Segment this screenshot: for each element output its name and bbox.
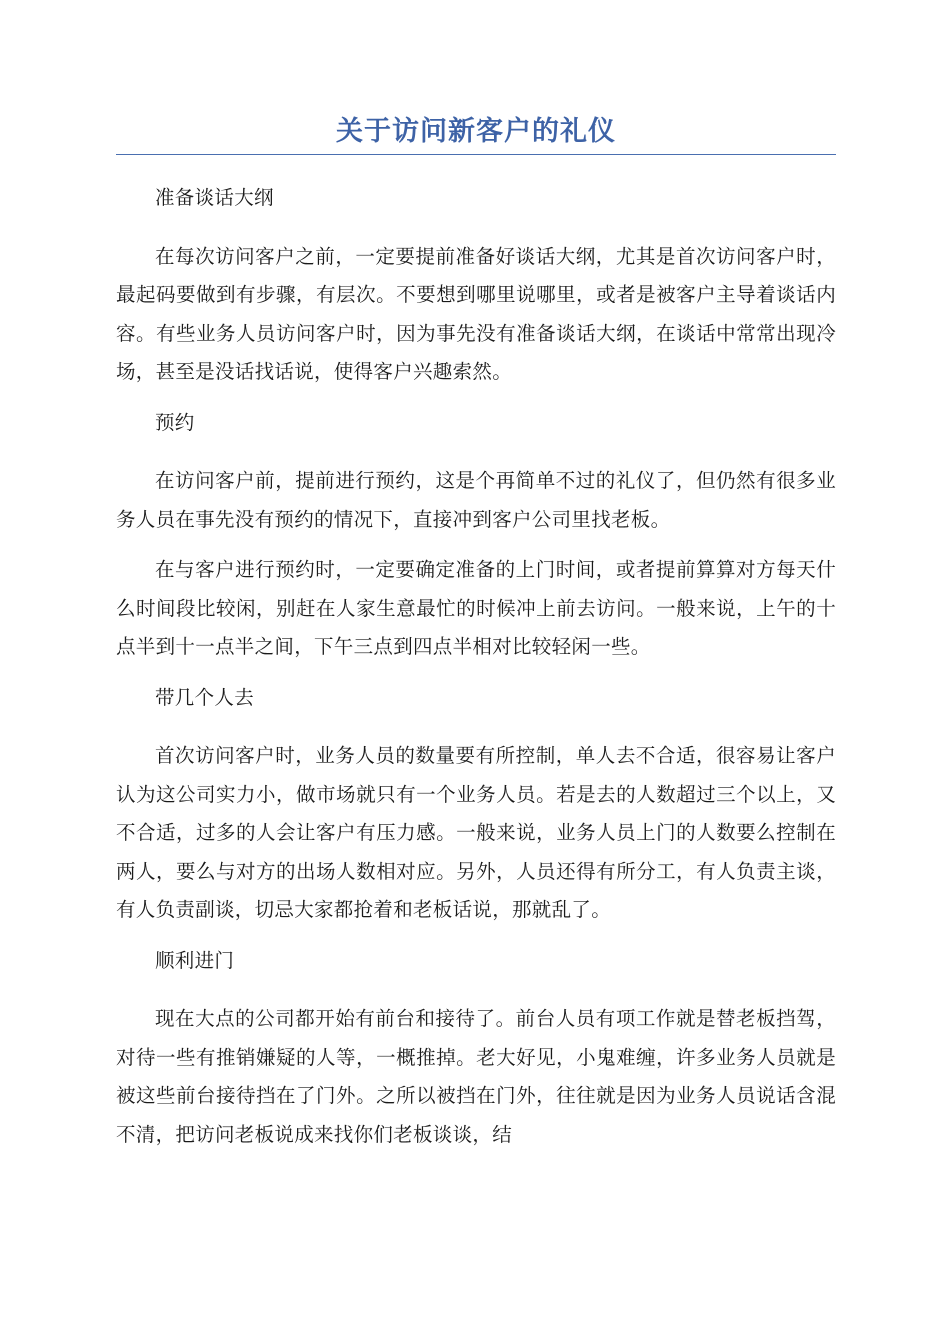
body-paragraph: 在每次访问客户之前，一定要提前准备好谈话大纲，尤其是首次访问客户时，最起码要做到有步骤，有层次。不要想到哪里说哪里，或者是被客户主导着谈话内容。有些业务人员访问客户时，因为事先没有准备谈话大纲，在谈话中常常出现冷场，甚至是没话找话说，使得客户兴趣索然。 — [116, 244, 836, 383]
body-paragraph: 首次访问客户时，业务人员的数量要有所控制，单人去不合适，很容易让客户认为这公司实力小，做市场就只有一个业务人员。若是去的人数超过三个以上，又不合适，过多的人会让客户有压力感。一般来说，业务人员上门的人数要么控制在两人，要么与对方的出场人数相对应。另外，人员还得有所分工，有人负责主谈，有人负责副谈，切忌大家都抢着和老板话说，那就乱了。 — [116, 744, 836, 921]
document-page — [116, 112, 836, 1166]
body-paragraph: 在与客户进行预约时，一定要确定准备的上门时间，或者提前算算对方每天什么时间段比较闲，别赶在人家生意最忙的时候冲上前去访问。一般来说，上午的十点半到十一点半之间，下午三点到四点半相对比较轻闲一些。 — [116, 558, 836, 658]
section-heading: 带几个人去 — [155, 685, 255, 709]
title-underline — [116, 154, 836, 155]
body-paragraph: 在访问客户前，提前进行预约，这是个再简单不过的礼仪了，但仍然有很多业务人员在事先没有预约的情况下，直接冲到客户公司里找老板。 — [116, 469, 836, 531]
document-body — [116, 179, 836, 1154]
section-heading: 准备谈话大纲 — [155, 186, 274, 209]
body-paragraph: 现在大点的公司都开始有前台和接待了。前台人员有项工作就是替老板挡驾，对待一些有推销嫌疑的人等，一概推掉。老大好见，小鬼难缠，许多业务人员就是被这些前台接待挡在了门外。之所以被挡在门外，往往就是因为业务人员说话含混不清，把访问老板说成来找你们老板谈谈，结 — [116, 1007, 836, 1146]
document-title: 关于访问新客户的礼仪 — [336, 116, 616, 147]
section-heading: 预约 — [155, 410, 195, 434]
section-heading: 顺利进门 — [155, 948, 235, 972]
